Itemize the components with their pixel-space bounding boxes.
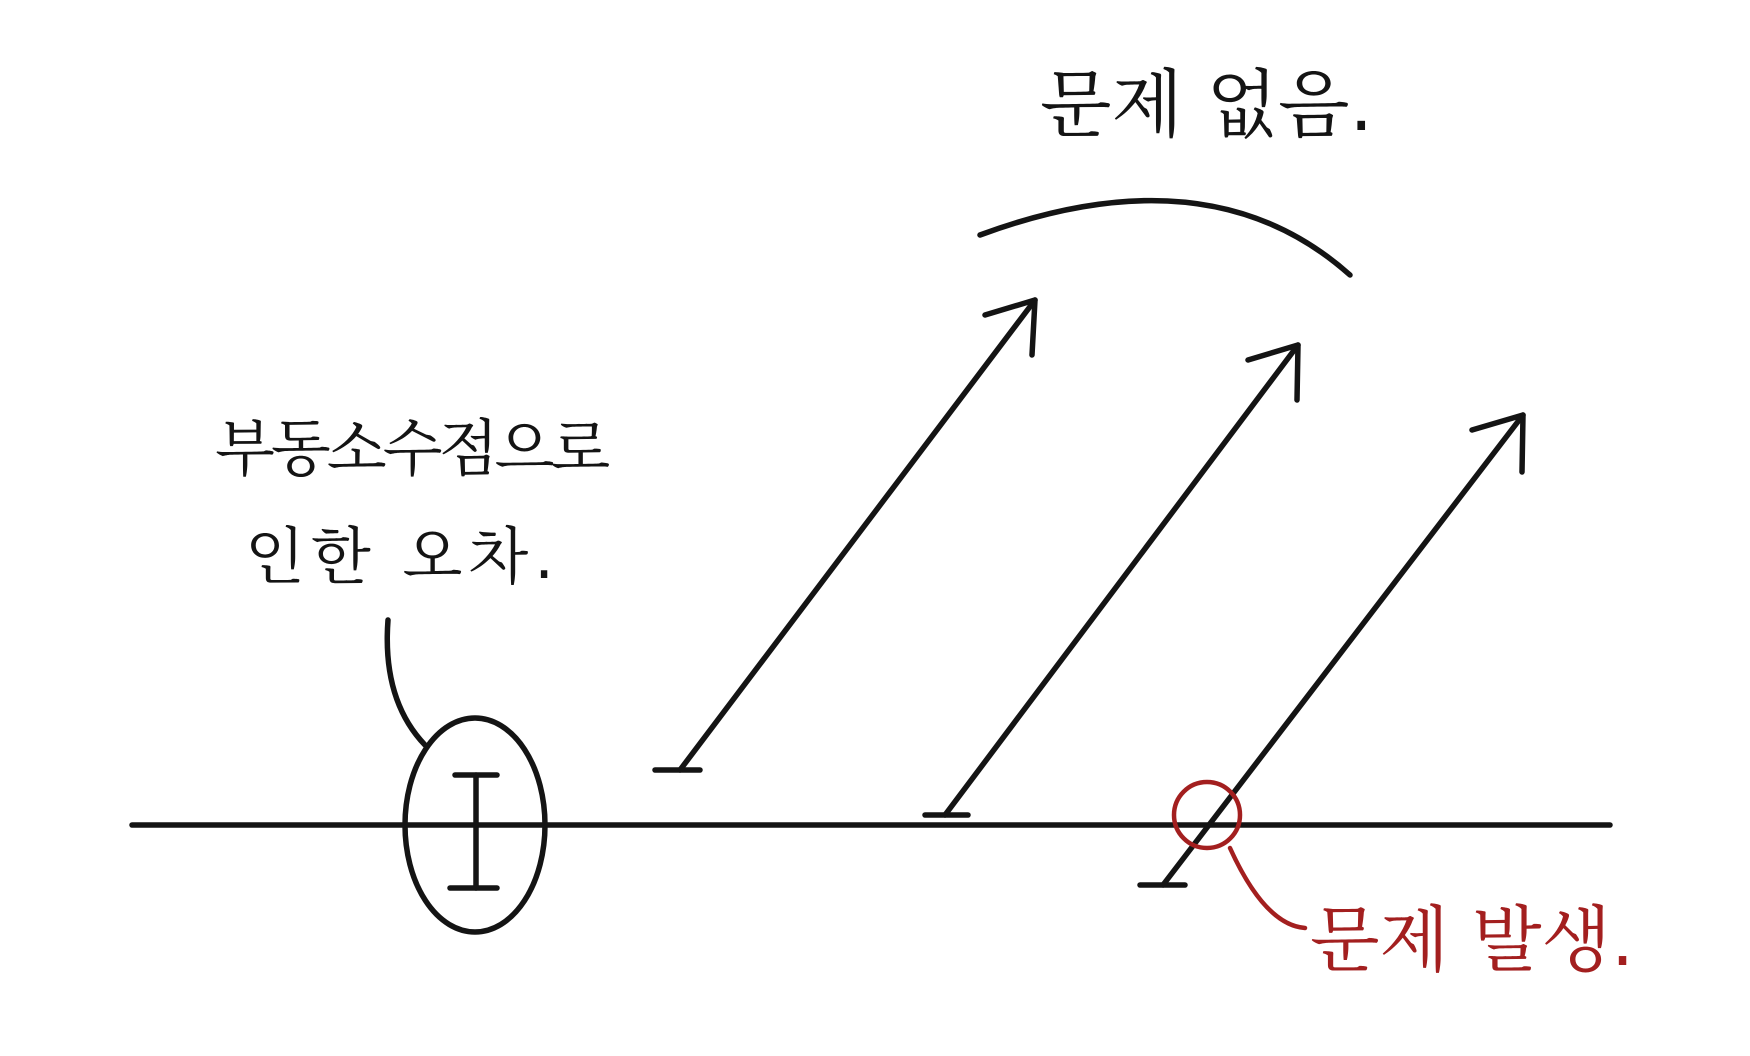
label-no-problem: 문제 없음. <box>1040 62 1373 148</box>
arrow-2 <box>925 345 1298 815</box>
problem-leader <box>1230 848 1305 928</box>
arrow-3 <box>1140 415 1523 885</box>
problem-circle <box>1174 782 1240 848</box>
arrow-1 <box>655 300 1035 770</box>
label-problem-occurs: 문제 발생. <box>1310 898 1634 982</box>
label-float-error-line1: 부동소수점으로 <box>215 412 607 485</box>
label-float-error-line2: 인한 오차. <box>245 520 560 593</box>
epsilon-marker <box>450 775 497 888</box>
leader-line <box>387 620 425 745</box>
brace-arc <box>980 201 1350 275</box>
